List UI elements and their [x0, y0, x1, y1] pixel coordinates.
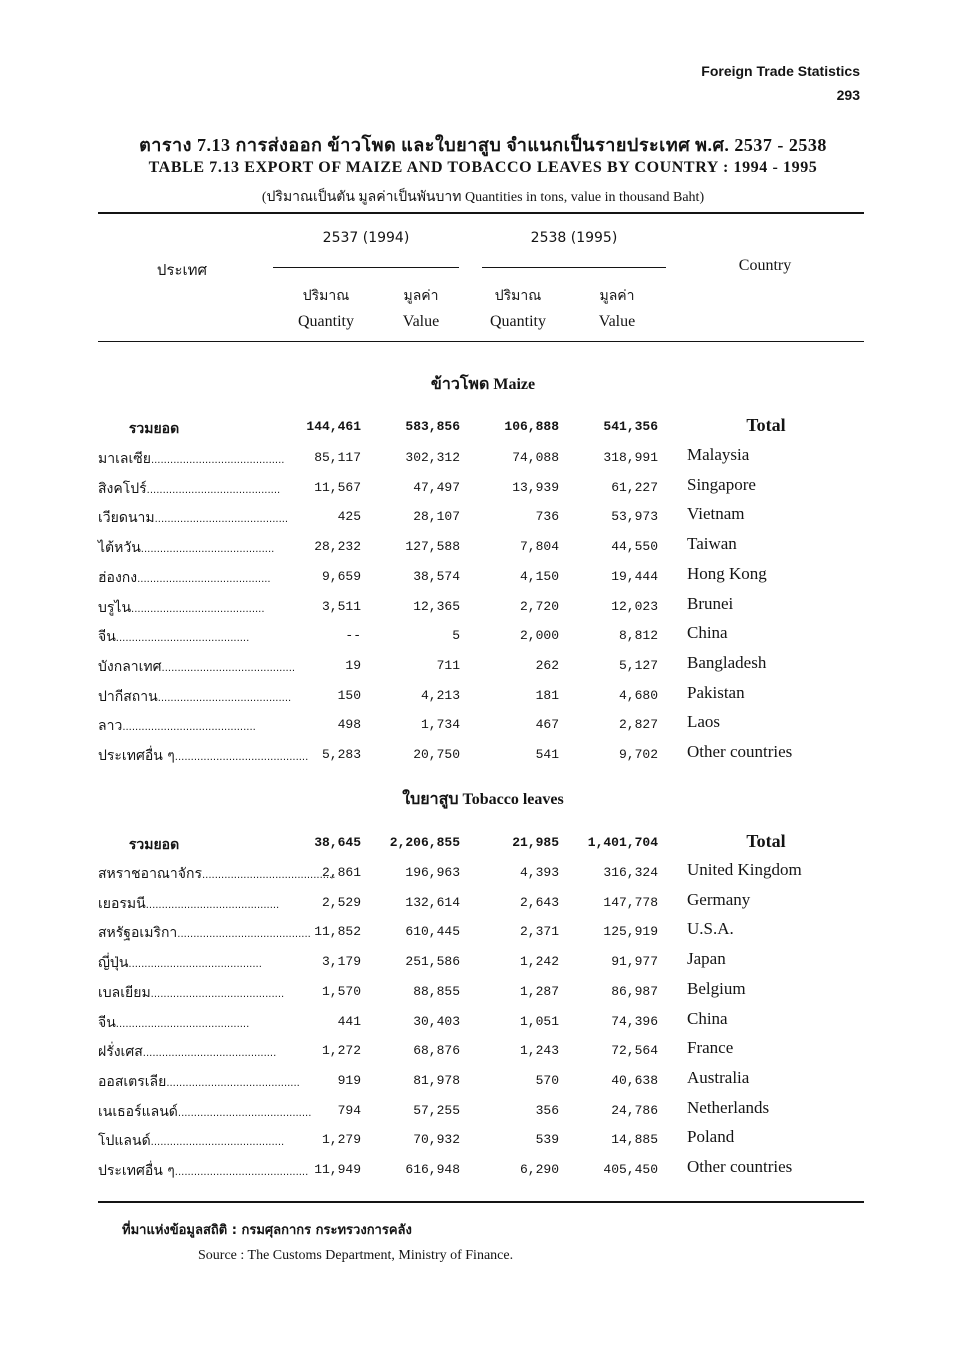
country-name-thai [98, 448, 285, 470]
column-header-quantity-thai: ปริมาณ [494, 288, 542, 304]
cell-q1995: 1,242 [519, 954, 559, 969]
total-value: 583,856 [405, 419, 460, 434]
country-name-thai-text: ลาว [98, 718, 123, 734]
cell-v1995: 72,564 [611, 1043, 658, 1058]
cell-v1994: 81,978 [413, 1073, 460, 1088]
table-subtitle: (ปริมาณเป็นตัน มูลค่าเป็นพันบาท Quantities in tons, value in thousand Baht) [261, 190, 705, 205]
cell-v1995: 12,023 [611, 599, 658, 614]
cell-v1994: 196,963 [405, 865, 460, 880]
cell-v1995: 147,778 [603, 895, 658, 910]
cell-v1994: 251,586 [405, 954, 460, 969]
country-name-thai-text: ประเทศอื่น ๆ [98, 1163, 175, 1179]
cell-q1994: 11,567 [314, 480, 361, 495]
year1-underline [273, 267, 459, 268]
cell-v1994: 30,403 [413, 1014, 460, 1029]
leader-dots: .......................................... [128, 959, 262, 970]
cell-v1994: 68,876 [413, 1043, 460, 1058]
cell-q1994: 11,949 [314, 1162, 361, 1177]
leader-dots: .......................................... [177, 929, 311, 940]
leader-dots: .......................................... [137, 574, 271, 585]
cell-q1995: 1,287 [519, 984, 559, 999]
country-name-thai [98, 863, 336, 885]
cell-q1994: 85,117 [314, 450, 361, 465]
cell-v1995: 316,324 [603, 865, 658, 880]
source-english: Source : The Customs Department, Ministry of Finance. [198, 1248, 514, 1263]
table-title-english: TABLE 7.13 EXPORT OF MAIZE AND TOBACCO LEAVES BY COUNTRY : 1994 - 1995 [148, 159, 818, 176]
total-label-thai: รวมยอด [128, 421, 180, 437]
cell-q1995: 356 [535, 1103, 559, 1118]
cell-v1995: 405,450 [603, 1162, 658, 1177]
leader-dots: .......................................... [166, 1078, 300, 1089]
country-name-english: Brunei [687, 594, 734, 613]
country-name-thai-text: ฮ่องกง [98, 570, 138, 586]
table-bottom-rule [98, 1201, 864, 1203]
cell-q1994: 919 [337, 1073, 361, 1088]
cell-v1995: 24,786 [611, 1103, 658, 1118]
country-name-thai-text: บังกลาเทศ [98, 659, 162, 675]
column-header-country-english: Country [738, 257, 792, 274]
country-name-english: Laos [687, 712, 721, 731]
cell-v1994: 616,948 [405, 1162, 460, 1177]
column-header-country-thai: ประเทศ [156, 261, 208, 279]
country-name-thai-text: เวียดนาม [98, 510, 155, 526]
country-name-thai-text: ปากีสถาน [98, 689, 158, 705]
source-thai: ที่มาแห่งข้อมูลสถิติ : กรมศุลกากร กระทรวงการคลัง [122, 1223, 412, 1238]
cell-v1994: 28,107 [413, 509, 460, 524]
country-name-english: U.S.A. [687, 919, 734, 938]
leader-dots: .......................................... [140, 544, 275, 555]
cell-v1995: 61,227 [611, 480, 658, 495]
country-name-english: Vietnam [687, 504, 745, 523]
table-top-rule [98, 212, 864, 214]
country-name-thai [98, 478, 281, 500]
cell-q1995: 541 [535, 747, 559, 762]
country-name-thai-text: จีน [98, 1015, 116, 1031]
cell-q1994: -- [345, 628, 361, 643]
country-name-thai-text: บรูไน [98, 600, 132, 616]
cell-q1994: 2,861 [321, 865, 361, 880]
cell-q1994: 441 [337, 1014, 361, 1029]
country-name-english: China [687, 1009, 728, 1028]
cell-q1995: 4,150 [519, 569, 559, 584]
column-header-value-english: Value [598, 313, 636, 330]
cell-v1995: 14,885 [611, 1132, 658, 1147]
cell-q1995: 2,371 [519, 924, 559, 939]
cell-v1994: 70,932 [413, 1132, 460, 1147]
cell-v1995: 74,396 [611, 1014, 658, 1029]
leader-dots: .......................................... [115, 1019, 250, 1030]
country-name-english: Bangladesh [687, 653, 767, 672]
country-name-thai [98, 922, 311, 944]
cell-q1994: 1,570 [321, 984, 361, 999]
cell-v1995: 125,919 [603, 924, 658, 939]
country-name-thai-text: เนเธอร์แลนด์ [98, 1104, 178, 1120]
country-name-thai [98, 1160, 309, 1182]
country-name-english: Netherlands [687, 1098, 770, 1117]
leader-dots: .......................................... [154, 514, 289, 525]
country-name-thai [98, 1041, 277, 1063]
cell-v1995: 91,977 [611, 954, 658, 969]
country-name-english: Taiwan [687, 534, 737, 553]
cell-q1995: 262 [535, 658, 559, 673]
country-name-thai [98, 715, 256, 737]
country-name-thai [98, 982, 285, 1004]
cell-q1995: 570 [535, 1073, 559, 1088]
cell-q1994: 150 [337, 688, 361, 703]
leader-dots: .......................................... [146, 485, 281, 496]
cell-v1995: 4,680 [618, 688, 658, 703]
cell-q1994: 3,511 [321, 599, 361, 614]
country-name-thai-text: สหรัฐอเมริกา [98, 925, 178, 941]
cell-v1994: 4,213 [420, 688, 460, 703]
country-name-thai-text: ออสเตรเลีย [98, 1074, 167, 1090]
cell-q1995: 736 [535, 509, 559, 524]
total-value: 2,206,855 [389, 835, 460, 850]
country-name-english: Australia [687, 1068, 750, 1087]
cell-q1995: 467 [535, 717, 559, 732]
cell-q1995: 7,804 [519, 539, 559, 554]
country-name-english: Japan [687, 949, 726, 968]
cell-q1994: 498 [337, 717, 361, 732]
country-name-english: United Kingdom [687, 860, 802, 879]
total-value: 1,401,704 [587, 835, 658, 850]
country-name-thai [98, 1012, 250, 1034]
leader-dots: .......................................... [161, 663, 296, 674]
country-name-thai [98, 952, 262, 974]
cell-q1995: 2,643 [519, 895, 559, 910]
country-name-english: France [687, 1038, 734, 1057]
total-value: 541,356 [603, 419, 658, 434]
total-value: 106,888 [504, 419, 559, 434]
leader-dots: .......................................... [150, 989, 285, 1000]
total-value: 21,985 [512, 835, 559, 850]
country-name-english: Malaysia [687, 445, 750, 464]
total-value: 38,645 [314, 835, 361, 850]
leader-dots: .......................................... [201, 870, 336, 881]
cell-v1995: 44,550 [611, 539, 658, 554]
cell-v1994: 12,365 [413, 599, 460, 614]
total-label-english: Total [746, 831, 786, 851]
cell-v1995: 19,444 [611, 569, 658, 584]
cell-q1995: 181 [535, 688, 559, 703]
country-name-thai-text: โปแลนด์ [98, 1133, 151, 1149]
cell-q1995: 13,939 [512, 480, 559, 495]
cell-v1994: 5 [452, 628, 460, 643]
total-label-english: Total [746, 415, 786, 435]
table-title-thai: ตาราง 7.13 การส่งออก ข้าวโพด และใบยาสูบ จำแนกเป็นรายประเทศ พ.ศ. 2537 - 2538 [139, 135, 827, 155]
publication-name: Foreign Trade Statistics [701, 63, 860, 79]
cell-q1994: 19 [345, 658, 361, 673]
leader-dots: .......................................... [150, 1137, 285, 1148]
country-name-english: Poland [687, 1127, 735, 1146]
country-name-thai-text: จีน [98, 629, 116, 645]
leader-dots: .......................................... [174, 752, 309, 763]
cell-q1994: 1,272 [321, 1043, 361, 1058]
country-name-thai-text: ฝรั่งเศส [98, 1044, 143, 1060]
leader-dots: .......................................... [177, 1108, 312, 1119]
cell-q1994: 11,852 [314, 924, 361, 939]
leader-dots: .......................................... [131, 604, 265, 615]
cell-q1995: 1,243 [519, 1043, 559, 1058]
page-number: 293 [836, 87, 860, 103]
cell-v1994: 302,312 [405, 450, 460, 465]
section-title: ใบยาสูบ Tobacco leaves [402, 791, 564, 808]
year2-underline [482, 267, 666, 268]
cell-q1994: 5,283 [321, 747, 361, 762]
country-name-thai [98, 597, 265, 619]
country-name-thai [98, 507, 289, 529]
leader-dots: .......................................... [157, 693, 292, 704]
country-name-thai [98, 626, 250, 648]
cell-v1994: 38,574 [413, 569, 460, 584]
country-name-thai [98, 567, 271, 589]
country-name-thai-text: ประเทศอื่น ๆ [98, 748, 175, 764]
cell-q1995: 2,000 [519, 628, 559, 643]
country-name-thai [98, 686, 292, 708]
country-name-thai [98, 537, 275, 559]
cell-q1995: 539 [535, 1132, 559, 1147]
country-name-english: Hong Kong [687, 564, 767, 583]
cell-v1994: 610,445 [405, 924, 460, 939]
column-header-year1: 2537 (1994) [322, 230, 410, 246]
total-value: 144,461 [306, 419, 361, 434]
cell-v1995: 53,973 [611, 509, 658, 524]
cell-q1994: 425 [337, 509, 361, 524]
cell-v1995: 86,987 [611, 984, 658, 999]
country-name-thai [98, 656, 296, 678]
column-header-value-english: Value [402, 313, 440, 330]
column-header-quantity-english: Quantity [490, 313, 546, 330]
country-name-english: Germany [687, 890, 751, 909]
cell-v1994: 20,750 [413, 747, 460, 762]
cell-q1994: 28,232 [314, 539, 361, 554]
cell-q1994: 3,179 [321, 954, 361, 969]
section-title: ข้าวโพด Maize [430, 376, 536, 393]
cell-q1995: 1,051 [519, 1014, 559, 1029]
cell-q1995: 4,393 [519, 865, 559, 880]
country-name-english: Singapore [687, 475, 756, 494]
country-name-thai [98, 1071, 300, 1093]
cell-v1994: 127,588 [405, 539, 460, 554]
country-name-thai [98, 1101, 312, 1123]
column-header-value-thai: มูลค่า [599, 288, 635, 304]
cell-q1995: 2,720 [519, 599, 559, 614]
country-name-thai-text: ไต้หวัน [98, 540, 141, 556]
leader-dots: .......................................... [150, 455, 285, 466]
country-name-thai-text: สหราชอาณาจักร [98, 866, 202, 882]
leader-dots: .......................................... [122, 722, 256, 733]
cell-v1995: 9,702 [618, 747, 658, 762]
cell-v1995: 8,812 [618, 628, 658, 643]
cell-v1994: 1,734 [420, 717, 460, 732]
cell-q1995: 6,290 [519, 1162, 559, 1177]
country-name-thai-text: มาเลเซีย [98, 451, 151, 467]
cell-v1994: 57,255 [413, 1103, 460, 1118]
cell-q1994: 1,279 [321, 1132, 361, 1147]
cell-v1995: 2,827 [618, 717, 658, 732]
column-header-quantity-thai: ปริมาณ [302, 288, 350, 304]
cell-v1994: 132,614 [405, 895, 460, 910]
leader-dots: .......................................... [145, 900, 280, 911]
cell-q1994: 9,659 [321, 569, 361, 584]
country-name-thai-text: เบลเยียม [98, 985, 151, 1001]
total-label-thai: รวมยอด [128, 837, 180, 853]
country-name-english: Other countries [687, 742, 793, 761]
country-name-english: Pakistan [687, 683, 745, 702]
column-header-value-thai: มูลค่า [403, 288, 439, 304]
country-name-english: China [687, 623, 728, 642]
country-name-thai-text: เยอรมนี [98, 896, 146, 912]
cell-q1994: 2,529 [321, 895, 361, 910]
cell-v1995: 5,127 [618, 658, 658, 673]
country-name-thai [98, 1130, 285, 1152]
country-name-thai-text: สิงคโปร์ [98, 481, 147, 497]
leader-dots: .......................................... [174, 1167, 309, 1178]
column-header-quantity-english: Quantity [298, 313, 354, 330]
country-name-thai [98, 893, 280, 915]
cell-v1994: 47,497 [413, 480, 460, 495]
leader-dots: .......................................... [142, 1048, 277, 1059]
country-name-thai-text: ญี่ปุ่น [98, 955, 129, 971]
cell-v1995: 40,638 [611, 1073, 658, 1088]
cell-v1995: 318,991 [603, 450, 658, 465]
cell-v1994: 88,855 [413, 984, 460, 999]
cell-q1994: 794 [337, 1103, 361, 1118]
country-name-english: Other countries [687, 1157, 793, 1176]
cell-q1995: 74,088 [512, 450, 559, 465]
header-bottom-rule [98, 341, 864, 342]
column-header-year2: 2538 (1995) [530, 230, 618, 246]
cell-v1994: 711 [436, 658, 460, 673]
leader-dots: .......................................... [115, 633, 250, 644]
country-name-english: Belgium [687, 979, 746, 998]
country-name-thai [98, 745, 309, 767]
